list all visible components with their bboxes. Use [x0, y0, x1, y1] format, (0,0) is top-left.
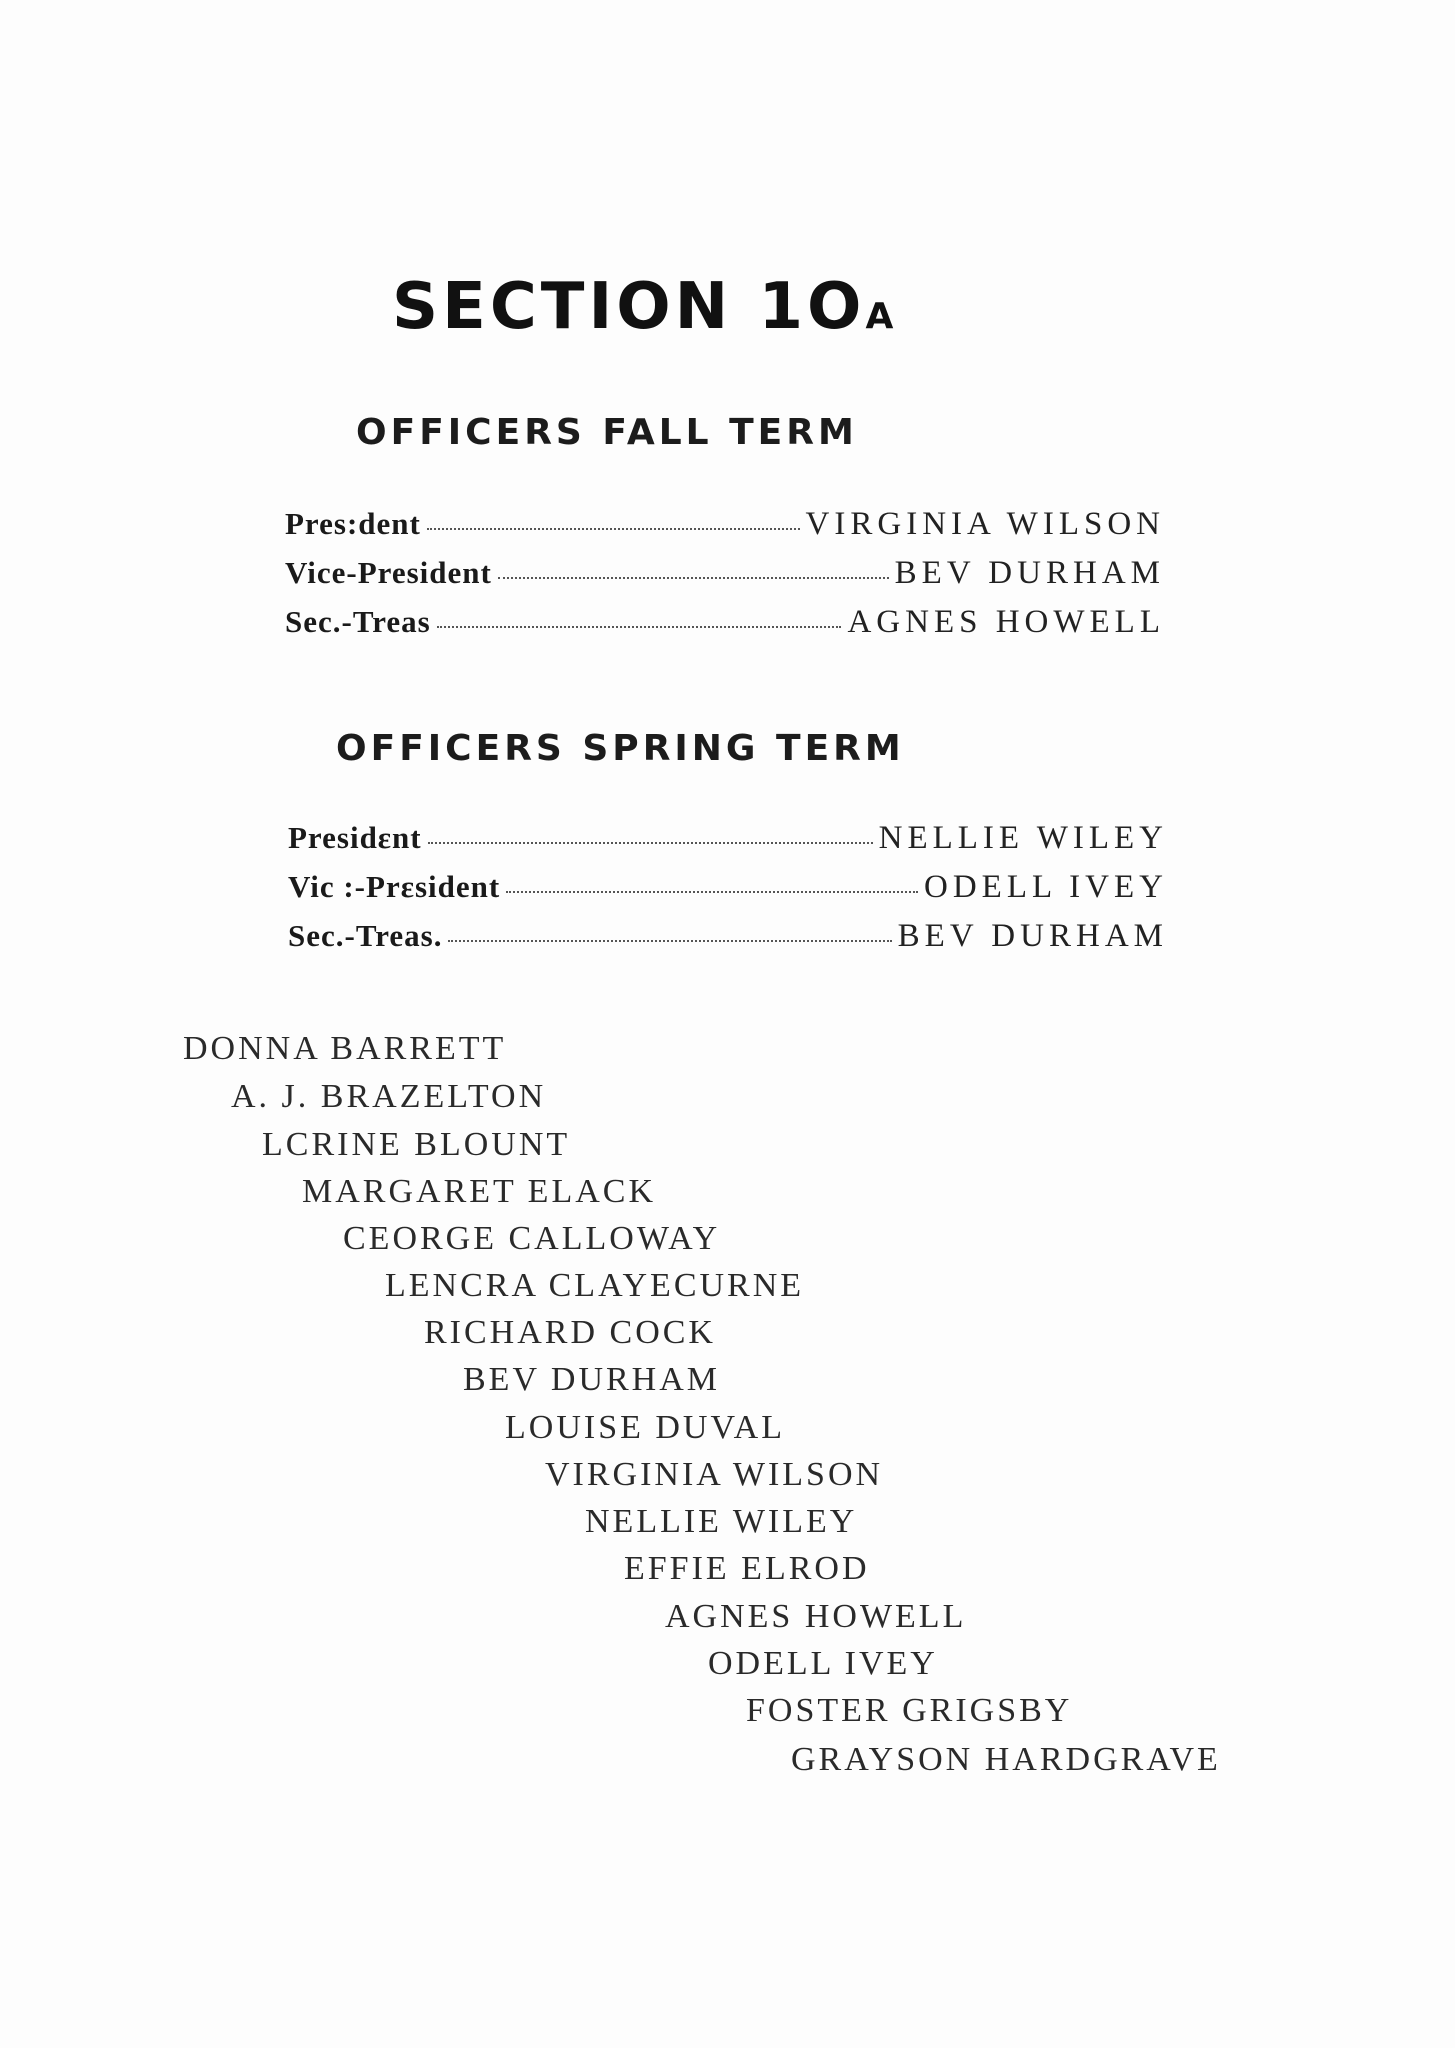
member-name: MARGARET ELACK [302, 1173, 656, 1210]
officer-row [288, 820, 1168, 869]
fall-officers-list [285, 506, 1165, 653]
member-name: LENCRA CLAYECURNE [385, 1267, 805, 1304]
officer-role: Vice-President [285, 555, 492, 590]
dot-leader [437, 626, 842, 628]
member-name: VIRGINIA WILSON [545, 1456, 884, 1493]
officer-name: NELLIE WILEY [878, 820, 1168, 856]
officer-name: BEV DURHAM [894, 555, 1165, 591]
officer-name: BEV DURHAM [897, 918, 1168, 954]
officer-role: Sec.-Treas [285, 604, 431, 639]
member-name: BEV DURHAM [463, 1361, 721, 1398]
officer-name: VIRGINIA WILSON [805, 506, 1165, 542]
officer-row [285, 555, 1165, 604]
member-name: RICHARD COCK [424, 1314, 716, 1351]
officer-row [288, 869, 1168, 918]
member-name: NELLIE WILEY [585, 1503, 858, 1540]
officer-name: AGNES HOWELL [847, 604, 1165, 640]
member-name: ODELL IVEY [708, 1645, 938, 1682]
officer-row [288, 918, 1168, 967]
member-name: EFFIE ELROD [624, 1550, 870, 1587]
officer-row [285, 506, 1165, 555]
officer-role: Presidεnt [288, 820, 422, 855]
officer-name: ODELL IVEY [924, 869, 1168, 905]
dot-leader [427, 528, 800, 530]
member-name: GRAYSON HARDGRAVE [791, 1741, 1221, 1778]
member-name: A. J. BRAZELTON [231, 1078, 547, 1115]
spring-officers-list [288, 820, 1168, 967]
dot-leader [498, 577, 889, 579]
dot-leader [428, 842, 873, 844]
spring-term-heading: OFFICERS SPRING TERM [336, 728, 905, 769]
member-name: CEORGE CALLOWAY [343, 1220, 721, 1257]
officer-role: Vic :-Prεsident [288, 869, 501, 904]
officer-role: Pres:dent [285, 506, 421, 541]
officer-role: Sec.-Treas. [288, 918, 443, 953]
member-name: FOSTER GRIGSBY [746, 1692, 1073, 1729]
dot-leader [506, 891, 918, 893]
section-title-main: SECTION 1O [392, 270, 866, 344]
member-name: DONNA BARRETT [183, 1030, 507, 1067]
fall-term-heading: OFFICERS FALL TERM [356, 412, 858, 453]
officer-row [285, 604, 1165, 653]
dot-leader [448, 940, 891, 942]
section-title [392, 270, 893, 344]
member-name: LOUISE DUVAL [505, 1409, 785, 1446]
section-title-suffix: A [865, 296, 894, 337]
member-name: AGNES HOWELL [665, 1598, 967, 1635]
member-name: LCRINE BLOUNT [262, 1126, 571, 1163]
